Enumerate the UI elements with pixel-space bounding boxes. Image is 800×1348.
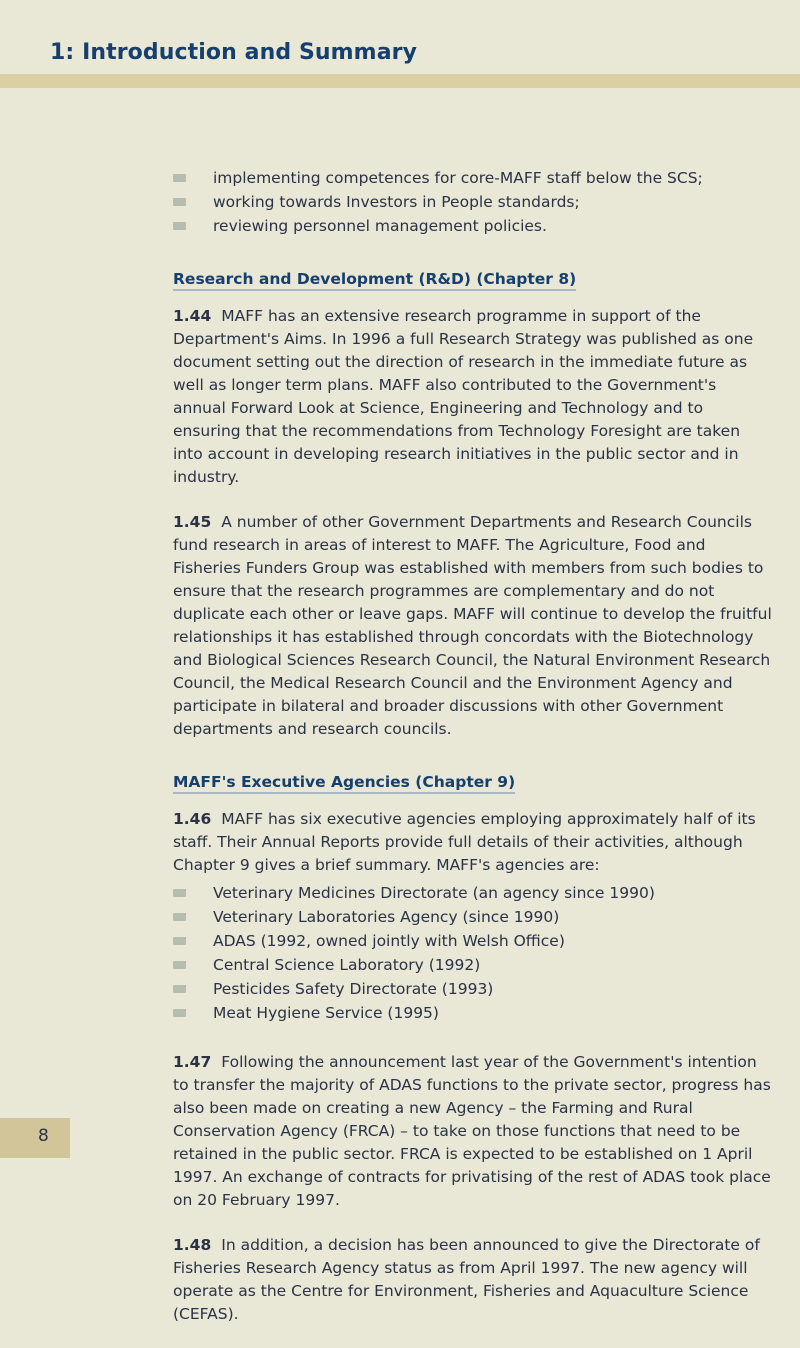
- list-item: Central Science Laboratory (1992): [173, 953, 773, 977]
- paragraph-text: A number of other Government Departments and Research Councils fund research in areas of interest to MAFF. The Agriculture, Food and Fisheries Funders Group was established with members from such bodies to ensure that the research programmes are complementary and do not duplicate each other or leave gaps. MAFF will continue to develop the fruitful relationships it has established through concordats with the Biotechnology and Biological Sciences Research Council, the Natural Environment Research Council, the Medical Research Council and the Environment Agency and participate in bilateral and broader discussions with other Government departments and research councils.: [173, 513, 772, 738]
- bullet-icon: [173, 1009, 186, 1017]
- list-item: Meat Hygiene Service (1995): [173, 1001, 773, 1025]
- paragraph-1-46: [173, 808, 773, 877]
- list-item: Veterinary Laboratories Agency (since 1990): [173, 905, 773, 929]
- bullet-icon: [173, 174, 186, 182]
- paragraph-number: 1.48: [173, 1236, 212, 1254]
- bullet-icon: [173, 913, 186, 921]
- list-item: working towards Investors in People standards;: [173, 190, 773, 214]
- paragraph-number: 1.47: [173, 1053, 212, 1071]
- agencies-section-heading: MAFF's Executive Agencies (Chapter 9): [173, 773, 515, 794]
- bullet-icon: [173, 937, 186, 945]
- bullet-icon: [173, 222, 186, 230]
- list-item: Pesticides Safety Directorate (1993): [173, 977, 773, 1001]
- chapter-title: 1: Introduction and Summary: [50, 40, 418, 65]
- paragraph-number: 1.44: [173, 307, 212, 325]
- list-item: reviewing personnel management policies.: [173, 214, 773, 238]
- header-rule: [0, 74, 800, 88]
- bullet-icon: [173, 985, 186, 993]
- list-item: implementing competences for core-MAFF staff below the SCS;: [173, 166, 773, 190]
- paragraph-number: 1.46: [173, 810, 212, 828]
- rd-section-heading: Research and Development (R&D) (Chapter 8): [173, 270, 576, 291]
- paragraph-1-45: [173, 511, 773, 741]
- agency-list: [173, 881, 773, 1025]
- intro-bullet-list: [173, 166, 773, 238]
- list-item: ADAS (1992, owned jointly with Welsh Office): [173, 929, 773, 953]
- list-item: Veterinary Medicines Directorate (an agency since 1990): [173, 881, 773, 905]
- paragraph-1-47: [173, 1051, 773, 1212]
- bullet-icon: [173, 961, 186, 969]
- paragraph-number: 1.45: [173, 513, 212, 531]
- paragraph-1-44: [173, 305, 773, 489]
- page-number: 8: [38, 1126, 49, 1146]
- paragraph-text: MAFF has six executive agencies employing approximately half of its staff. Their Annual Reports provide full details of their activities, although Chapter 9 gives a brief summary. MAFF's agencies are:: [173, 810, 756, 874]
- paragraph-1-48: [173, 1234, 773, 1326]
- paragraph-text: Following the announcement last year of the Government's intention to transfer the majority of ADAS functions to the private sector, progress has also been made on creating a new Agency – the Farming and Rural Conservation Agency (FRCA) – to take on those functions that need to be retained in the public sector. FRCA is expected to be established on 1 April 1997. An exchange of contracts for privatising of the rest of ADAS took place on 20 February 1997.: [173, 1053, 771, 1209]
- paragraph-text: In addition, a decision has been announced to give the Directorate of Fisheries Research Agency status as from April 1997. The new agency will operate as the Centre for Environment, Fisheries and Aquaculture Science (CEFAS).: [173, 1236, 760, 1323]
- page-number-tab: [0, 1118, 70, 1158]
- bullet-icon: [173, 889, 186, 897]
- page-content: [173, 166, 773, 1348]
- bullet-icon: [173, 198, 186, 206]
- paragraph-text: MAFF has an extensive research programme in support of the Department's Aims. In 1996 a full Research Strategy was published as one document setting out the direction of research in the immediate future as well as longer term plans. MAFF also contributed to the Government's annual Forward Look at Science, Engineering and Technology and to ensuring that the recommendations from Technology Foresight are taken into account in developing research initiatives in the public sector and in industry.: [173, 307, 754, 486]
